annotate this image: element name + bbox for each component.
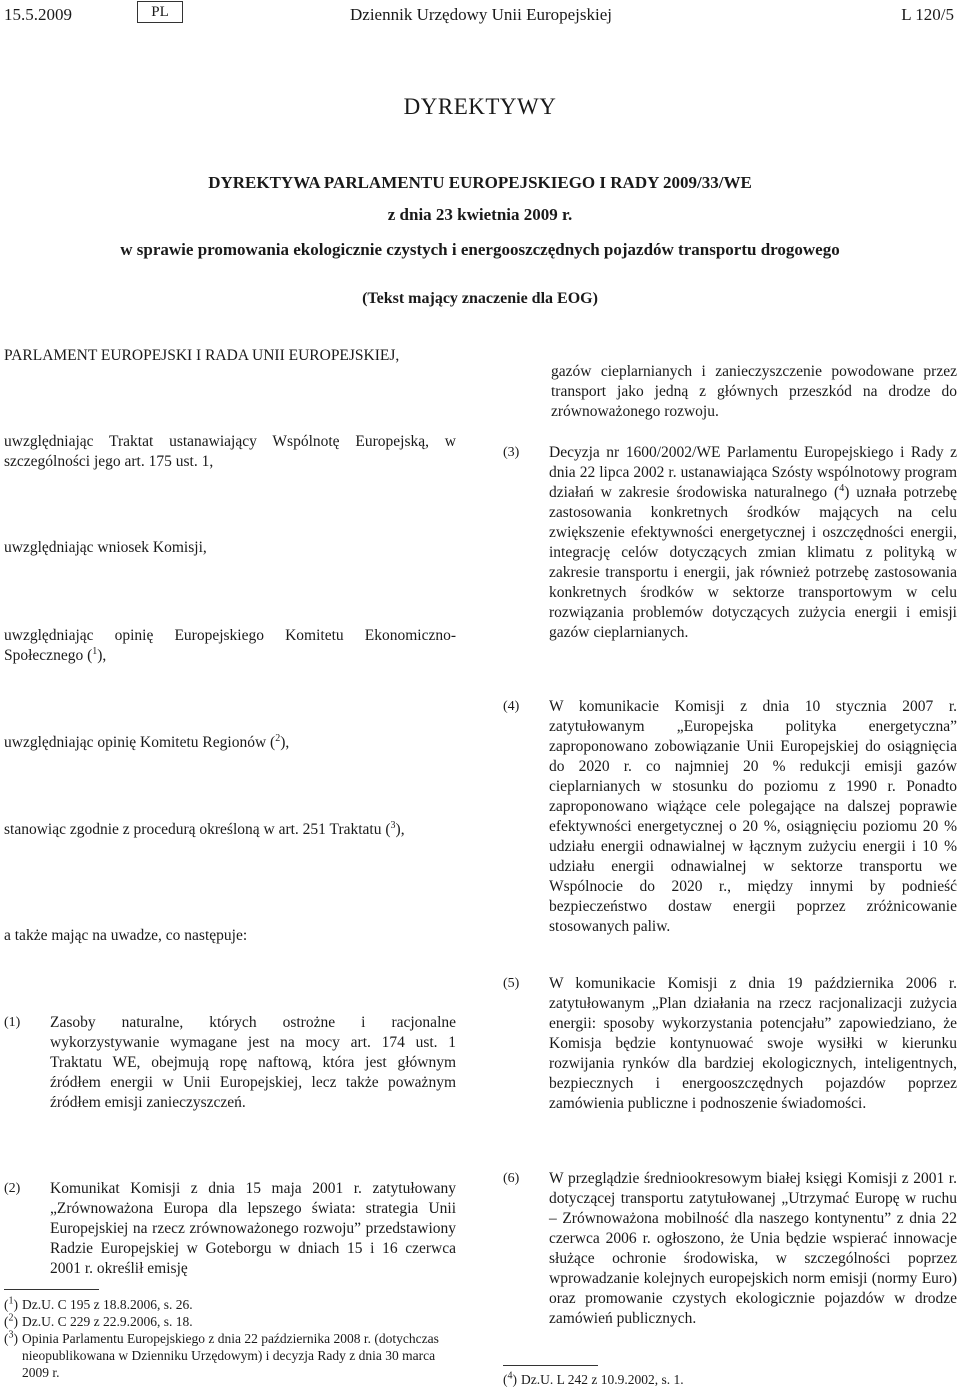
footnote-4: ($^4$) Dz.U. L 242 z 10.9.2002, s. 1. (503, 1370, 684, 1387)
recital-text: W komunikacie Komisji z dnia 19 października 2006 r. zatytułowanym „Plan działania na rzecz racjonalizacji zużycia energii: sposoby wykorzystania potencjału” zapowiedziano, że Komisja będzie kontynuować swoje wysiłki w kierunku rozwijania rynków dla bardziej ekologicznych, inteligentnych, bezpiecznych i energooszczędnych pojazdów poprzez zamówienia publiczne i podnoszenie świadomości. (549, 975, 957, 1112)
footnote-separator (4, 1289, 99, 1290)
recital-3 (503, 443, 957, 643)
language-badge: PL (137, 1, 183, 23)
footnote-separator (503, 1365, 598, 1366)
citation-proposal: uwzględniając wniosek Komisji, (4, 539, 207, 556)
recital-1 (4, 1013, 456, 1113)
recital-number: (1) (4, 1015, 21, 1030)
recital-number: (2) (4, 1181, 21, 1196)
document-date: z dnia 23 kwietnia 2009 r. (387, 205, 573, 224)
recital-number: (4) (503, 699, 520, 714)
header-date: 15.5.2009 (4, 5, 72, 24)
footnote-ref: 1 (92, 645, 98, 657)
eea-relevance: (Tekst mający znaczenie dla EOG) (362, 290, 598, 307)
citation-treaty: uwzględniając Traktat ustanawiający Wspólnotę Europejską, w szczególności jego art. 175 ust. 1, (4, 433, 456, 470)
document-subject: w sprawie promowania ekologicznie czystych i energooszczędnych pojazdów transportu drogowego (120, 240, 840, 259)
footnotes-left (4, 1289, 456, 1381)
footnote-1: ($^1$) Dz.U. C 195 z 18.8.2006, s. 26. (4, 1295, 193, 1312)
whereas-intro: a także mając na uwadze, co następuje: (4, 927, 248, 944)
preamble-heading: PARLAMENT EUROPEJSKI I RADA UNII EUROPEJSKIEJ, (4, 347, 400, 364)
recital-number: (6) (503, 1171, 520, 1186)
recital-2 (4, 1179, 456, 1279)
footnote-3: ($^3$) Opinia Parlamentu Europejskiego z dnia 22 października 2008 r. (dotychczas nieopublikowana w Dzienniku Urzędowym) i decyzja Rady z dnia 30 marca 2009 r. (4, 1329, 439, 1380)
footnote-ref: 2 (275, 732, 281, 744)
recital-4 (503, 697, 957, 937)
recital-text: Komunikat Komisji z dnia 15 maja 2001 r. zatytułowany „Zrównoważona Europa dla lepszego świata: strategia Unii Europejskiej na rzecz zrównoważonego rozwoju” przedstawiony Radzie Europejskiej w Goteborgu w dniach 15 i 16 czerwca 2001 r. określił emisję (50, 1180, 456, 1277)
recital-text: Decyzja nr 1600/2002/WE Parlamentu Europejskiego i Rady z dnia 22 lipca 2002 r. ustanawiająca Szósty wspólnotowy program działań w zakresie środowiska naturalnego ($^4$) uznała potrzebę zastosowania konkretnych środków mających na celu zwiększenie efektywności energetycznej i oszczędności energii, integrację celów dotyczących zmian klimatu z polityką w zakresie transportu i energii, jak również potrzebę zastosowania konkretnych środków w sektorze transportowym w celu rozwiązania problemów dotyczących zużycia energii i emisji gazów cieplarnianych. (549, 444, 957, 641)
document-title: DYREKTYWA PARLAMENTU EUROPEJSKIEGO I RADY 2009/33/WE (208, 173, 752, 192)
footnote-ref: 4 (839, 482, 845, 494)
journal-title: Dziennik Urzędowy Unii Europejskiej (350, 5, 613, 24)
footnotes-right (503, 1365, 957, 1388)
page-number: L 120/5 (901, 5, 954, 24)
section-title: DYREKTYWY (403, 94, 557, 119)
recital-5 (503, 974, 957, 1114)
footnote-2: ($^2$) Dz.U. C 229 z 22.9.2006, s. 18. (4, 1312, 193, 1329)
recital-2-continuation: gazów cieplarnianych i zanieczyszczenie powodowane przez transport jako jedną z głównych przeszkód na drodze do zrównoważonego rozwoju. (551, 362, 957, 420)
recital-number: (5) (503, 976, 520, 991)
citation-cor: uwzględniając opinię Komitetu Regionów ($^2$), (4, 732, 290, 751)
recital-text: Zasoby naturalne, których ostrożne i racjonalne wykorzystywanie wymagane jest na mocy art. 174 ust. 1 Traktatu WE, obejmują ropę naftową, która jest głównym źródłem energii w Unii Europejskiej, lecz także poważnym źródłem emisji zanieczyszczeń. (50, 1014, 456, 1111)
citation-eesc: uwzględniając opinię Europejskiego Komitetu Ekonomiczno-Społecznego ($^1$), (4, 627, 456, 664)
footnote-ref: 3 (390, 819, 396, 831)
citation-procedure: stanowiąc zgodnie z procedurą określoną w art. 251 Traktatu ($^3$), (4, 819, 405, 838)
recital-text: W przeglądzie średniookresowym białej księgi Komisji z 2001 r. dotyczącej transportu zatytułowanej „Utrzymać Europę w ruchu – Zrównoważona mobilność dla naszego kontynentu” z dnia 22 czerwca 2006 r. ogłoszono, że Unia będzie wspierać innowacje służące ochronie środowiska, w szczególności poprzez wprowadzanie kolejnych europejskich norm emisji (normy Euro) oraz promowanie czystych ekologicznie pojazdów w drodze zamówień publicznych. (549, 1170, 957, 1327)
recital-6 (503, 1169, 957, 1329)
recital-number: (3) (503, 445, 520, 460)
recital-text: W komunikacie Komisji z dnia 10 stycznia 2007 r. zatytułowanym „Europejska polityka energetyczna” zaproponowano zobowiązanie Unii Europejskiej do osiągnięcia do 2020 r. co najmniej 20 % redukcji emisji gazów cieplarnianych w stosunku do poziomu z 1990 r. Ponadto zaproponowano wiążące cele polegające na dalszej poprawie efektywności energetycznej o 20 %, osiągnięciu poziomu 20 % udziału energii odnawialnej w łącznym zużyciu energii i 10 % udziału energii odnawialnej w sektorze transportu we Wspólnocie do 2020 r., między innymi by podnieść bezpieczeństwo dostaw energii poprzez zróżnicowanie stosowanych paliw. (549, 698, 957, 935)
